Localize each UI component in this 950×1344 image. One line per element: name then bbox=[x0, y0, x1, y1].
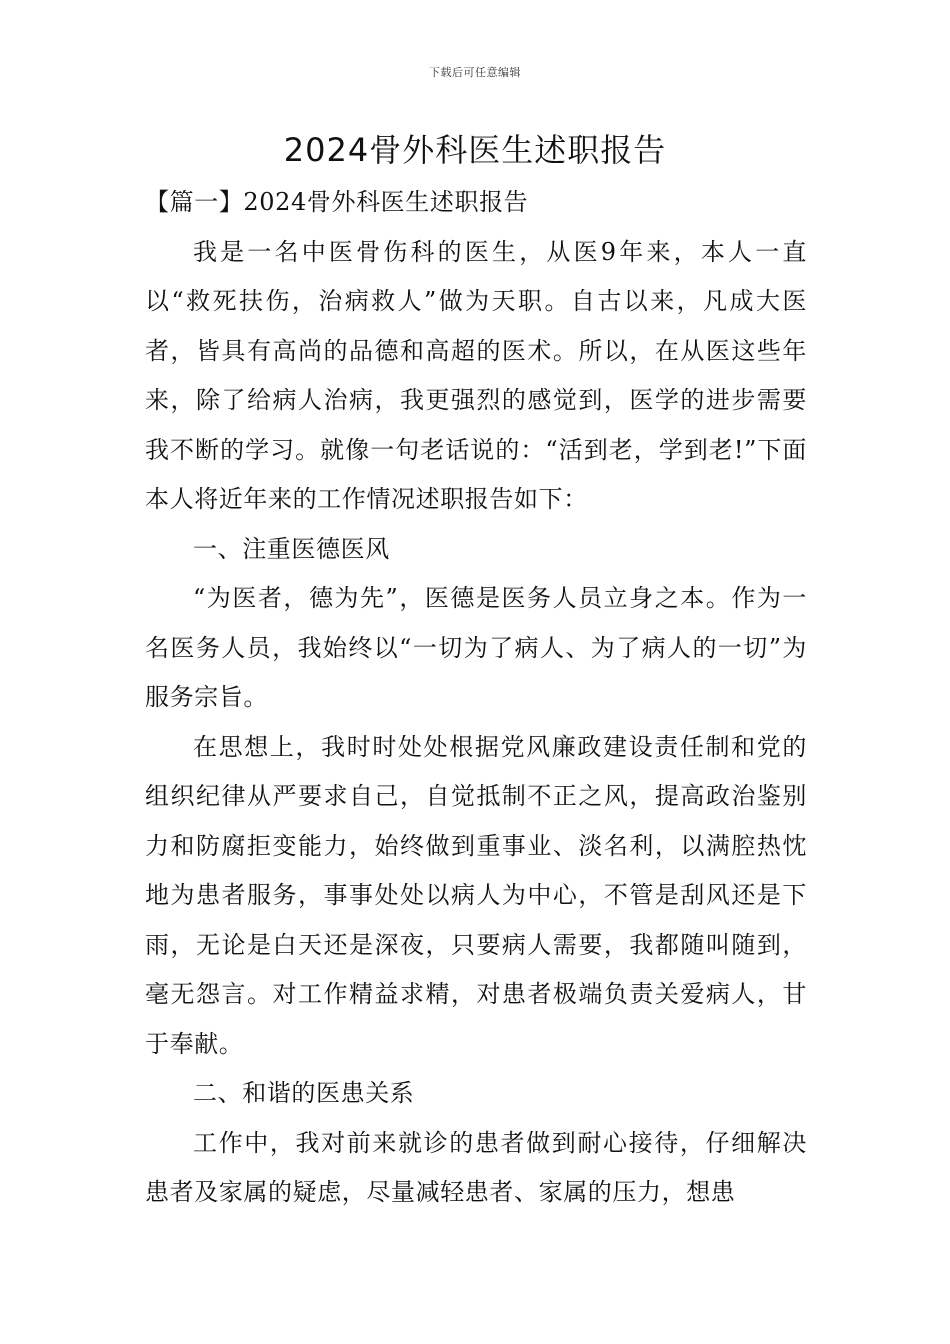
document-body bbox=[145, 178, 807, 1218]
header-note: 下载后可任意编辑 bbox=[429, 66, 521, 79]
paragraph-ideology: 在思想上，我时时处处根据党风廉政建设责任制和党的组织纪律从严要求自己，自觉抵制不正之风，提高政治鉴别力和防腐拒变能力，始终做到重事业、淡名利，以满腔热忱地为患者服务，事事处处以病人为中心，不管是刮风还是下雨，无论是白天还是深夜，只要病人需要，我都随叫随到，毫无怨言。对工作精益求精，对患者极端负责关爱病人，甘于奉献。 bbox=[145, 732, 807, 1058]
heading-medical-ethics: 一、注重医德医风 bbox=[193, 534, 390, 563]
document-title: 2024骨外科医生述职报告 bbox=[283, 131, 667, 169]
paragraph-intro: 我是一名中医骨伤科的医生，从医9年来，本人一直以“救死扶伤，治病救人”做为天职。自古以来，凡成大医者，皆具有高尚的品德和高超的医术。所以，在从医这些年来，除了给病人治病，我更强烈的感觉到，医学的进步需要我不断的学习。就像一句老话说的：“活到老，学到老!”下面本人将近年来的工作情况述职报告如下： bbox=[145, 237, 807, 513]
paragraph-work: 工作中，我对前来就诊的患者做到耐心接待，仔细解决患者及家属的疑虑，尽量减轻患者、家属的压力，想患 bbox=[145, 1128, 807, 1206]
paragraph-ethics: “为医者，德为先”，医德是医务人员立身之本。作为一名医务人员，我始终以“一切为了病人、为了病人的一切”为服务宗旨。 bbox=[145, 584, 807, 711]
heading-doctor-patient-relations: 二、和谐的医患关系 bbox=[193, 1079, 415, 1107]
section-label: 【篇一】2024骨外科医生述职报告 bbox=[145, 188, 529, 216]
